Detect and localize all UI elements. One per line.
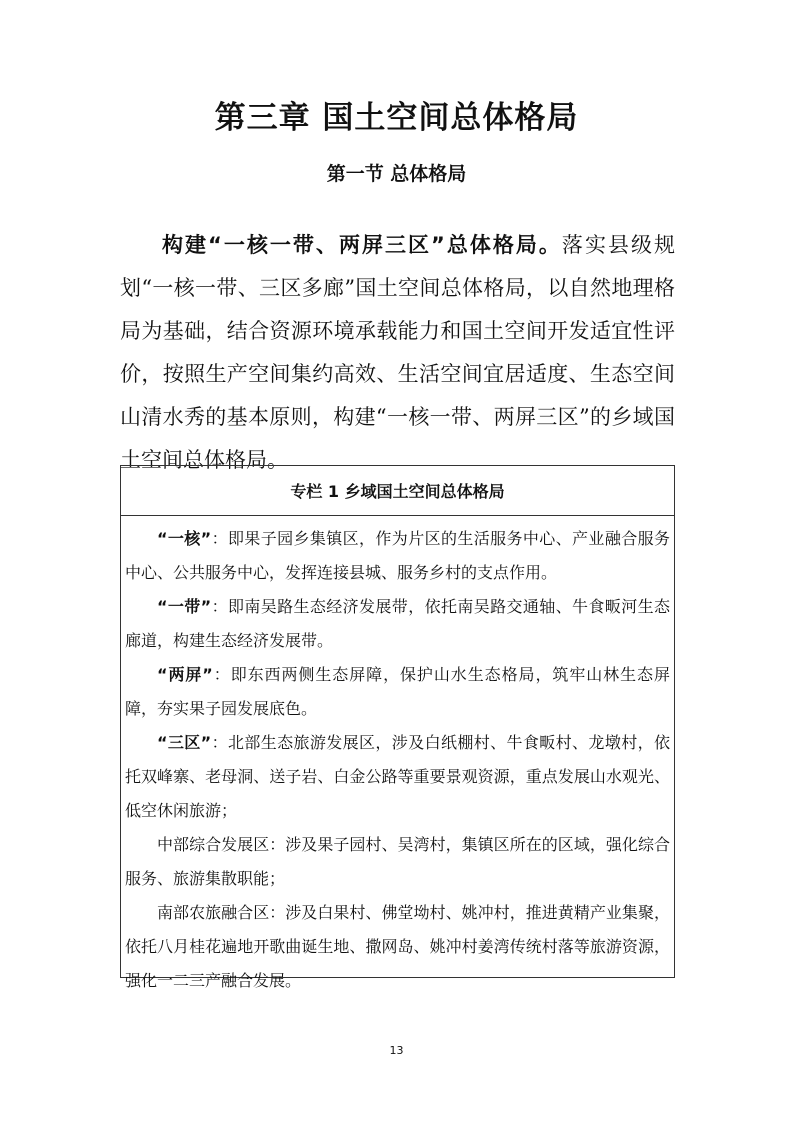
box-item-southern-zone [125,896,670,998]
box-item-term: “一带” [157,597,212,616]
box-item-term: “两屏” [157,665,213,684]
box-item-screens [125,658,670,726]
paragraph-lead: 构建“一核一带、两屏三区”总体格局。 [162,233,562,257]
box-item-text: ：即南吴路生态经济发展带，依托南吴路交通轴、牛食畈河生态廊道，构建生态经济发展带。 [125,597,670,650]
box-item-belt [125,590,670,658]
box-item-text: ：即东西两侧生态屏障，保护山水生态格局，筑牢山林生态屏障，夯实果子园发展底色。 [125,665,670,718]
box-item-text: ：即果子园乡集镇区，作为片区的生活服务中心、产业融合服务中心、公共服务中心，发挥连接县城、服务乡村的支点作用。 [125,529,670,582]
section-title: 第一节 总体格局 [326,163,467,185]
sidebar-box [120,465,675,990]
box-item-core [125,522,670,590]
box-item-term: “一核” [157,529,212,548]
box-item-term: “三区” [157,733,212,752]
box-item-central-zone [125,828,670,896]
paragraph-text: 落实县级规划“一核一带、三区多廊”国土空间总体格局，以自然地理格局为基础，结合资源环境承载能力和国土空间开发适宜性评价，按照生产空间集约高效、生活空间宜居适度、生态空间山清水秀的基本原则，构建“一核一带、两屏三区”的乡域国土空间总体格局。 [120,233,675,472]
chapter-title: 第三章 国土空间总体格局 [214,100,579,136]
box-item-text: 南部农旅融合区：涉及白果村、佛堂坳村、姚冲村，推进黄精产业集聚，依托八月桂花遍地开歌曲诞生地、撒网岛、姚冲村姜湾传统村落等旅游资源，强化一二三产融合发展。 [125,903,670,990]
body-paragraph [120,224,675,482]
page-number: 13 [389,1044,404,1057]
box-item-text: ：北部生态旅游发展区，涉及白纸棚村、牛食畈村、龙墩村，依托双峰寨、老母洞、送子岩、白金公路等重要景观资源，重点发展山水观光、低空休闲旅游； [125,733,670,820]
box-item-text: 中部综合发展区：涉及果子园村、吴湾村，集镇区所在的区域，强化综合服务、旅游集散职能； [125,835,670,888]
box-item-zones [125,726,670,828]
box-title: 专栏 1 乡域国土空间总体格局 [121,466,674,516]
box-body [121,516,674,998]
